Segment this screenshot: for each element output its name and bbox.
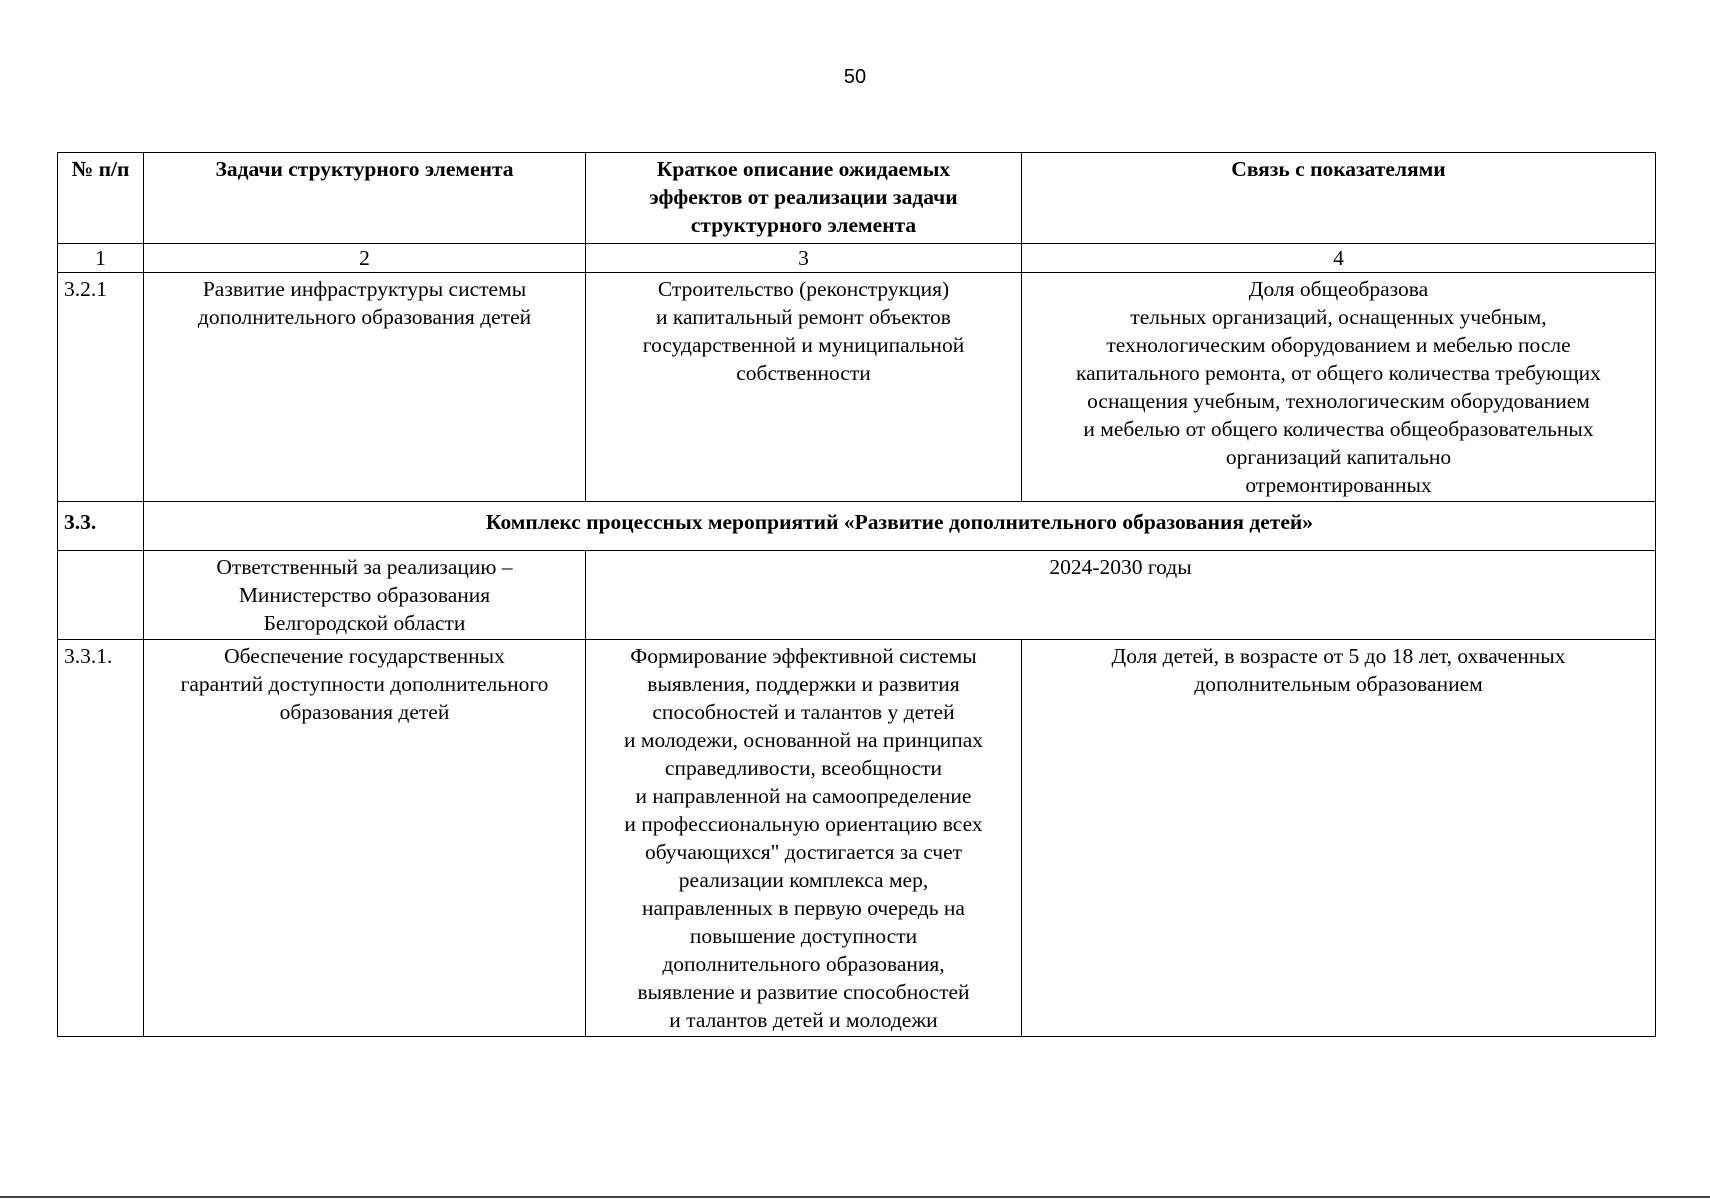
header-effects: Краткое описание ожидаемых эффектов от реализации задачи структурного элемента [586, 153, 1022, 244]
page-number: 50 [843, 66, 867, 88]
column-number-4: 4 [1022, 244, 1656, 273]
table-row [58, 273, 1656, 502]
section-title: Комплекс процессных мероприятий «Развитие дополнительного образования детей» [144, 502, 1656, 551]
header-tasks: Задачи структурного элемента [144, 153, 586, 244]
effect-cell: Формирование эффективной системы выявления, поддержки и развития способностей и талантов у детей и молодежи, основанной на принципах справедливости, всеобщности и направленной на самоопределение и профессиональную ориентацию всех обучающихся" достигается за счет реализации комплекса мер, направленных в первую очередь на повышение доступности дополнительного образования, выявление и развитие способностей и талантов детей и молодежи [586, 640, 1022, 1037]
row-number: 3.2.1 [58, 273, 144, 502]
task-cell: Обеспечение государственных гарантий доступности дополнительного образования детей [144, 640, 586, 1037]
effect-cell: Строительство (реконструкция) и капитальный ремонт объектов государственной и муниципальной собственности [586, 273, 1022, 502]
column-number-row [58, 244, 1656, 273]
table-header-row [58, 153, 1656, 244]
task-cell: Развитие инфраструктуры системы дополнительного образования детей [144, 273, 586, 502]
scan-edge-line [0, 1196, 1710, 1198]
responsible-label: Ответственный за реализацию – Министерство образования Белгородской области [144, 551, 586, 640]
indicator-cell: Доля детей, в возрасте от 5 до 18 лет, охваченных дополнительным образованием [1022, 640, 1656, 1037]
tasks-table [57, 152, 1656, 1037]
section-number: 3.3. [58, 502, 144, 551]
column-number-1: 1 [58, 244, 144, 273]
column-number-2: 2 [144, 244, 586, 273]
section-row [58, 502, 1656, 551]
indicator-cell: Доля общеобразова тельных организаций, оснащенных учебным, технологическим оборудованием и мебелью после капитального ремонта, от общего количества требующих оснащения учебным, технологическим оборудованием и мебелью от общего количества общеобразовательных организаций капитально отремонтированных [1022, 273, 1656, 502]
header-number: № п/п [58, 153, 144, 244]
implementation-period: 2024-2030 годы [586, 551, 1656, 640]
empty-cell [58, 551, 144, 640]
table-row [58, 640, 1656, 1037]
row-number: 3.3.1. [58, 640, 144, 1037]
column-number-3: 3 [586, 244, 1022, 273]
header-indicators: Связь с показателями [1022, 153, 1656, 244]
responsible-row [58, 551, 1656, 640]
